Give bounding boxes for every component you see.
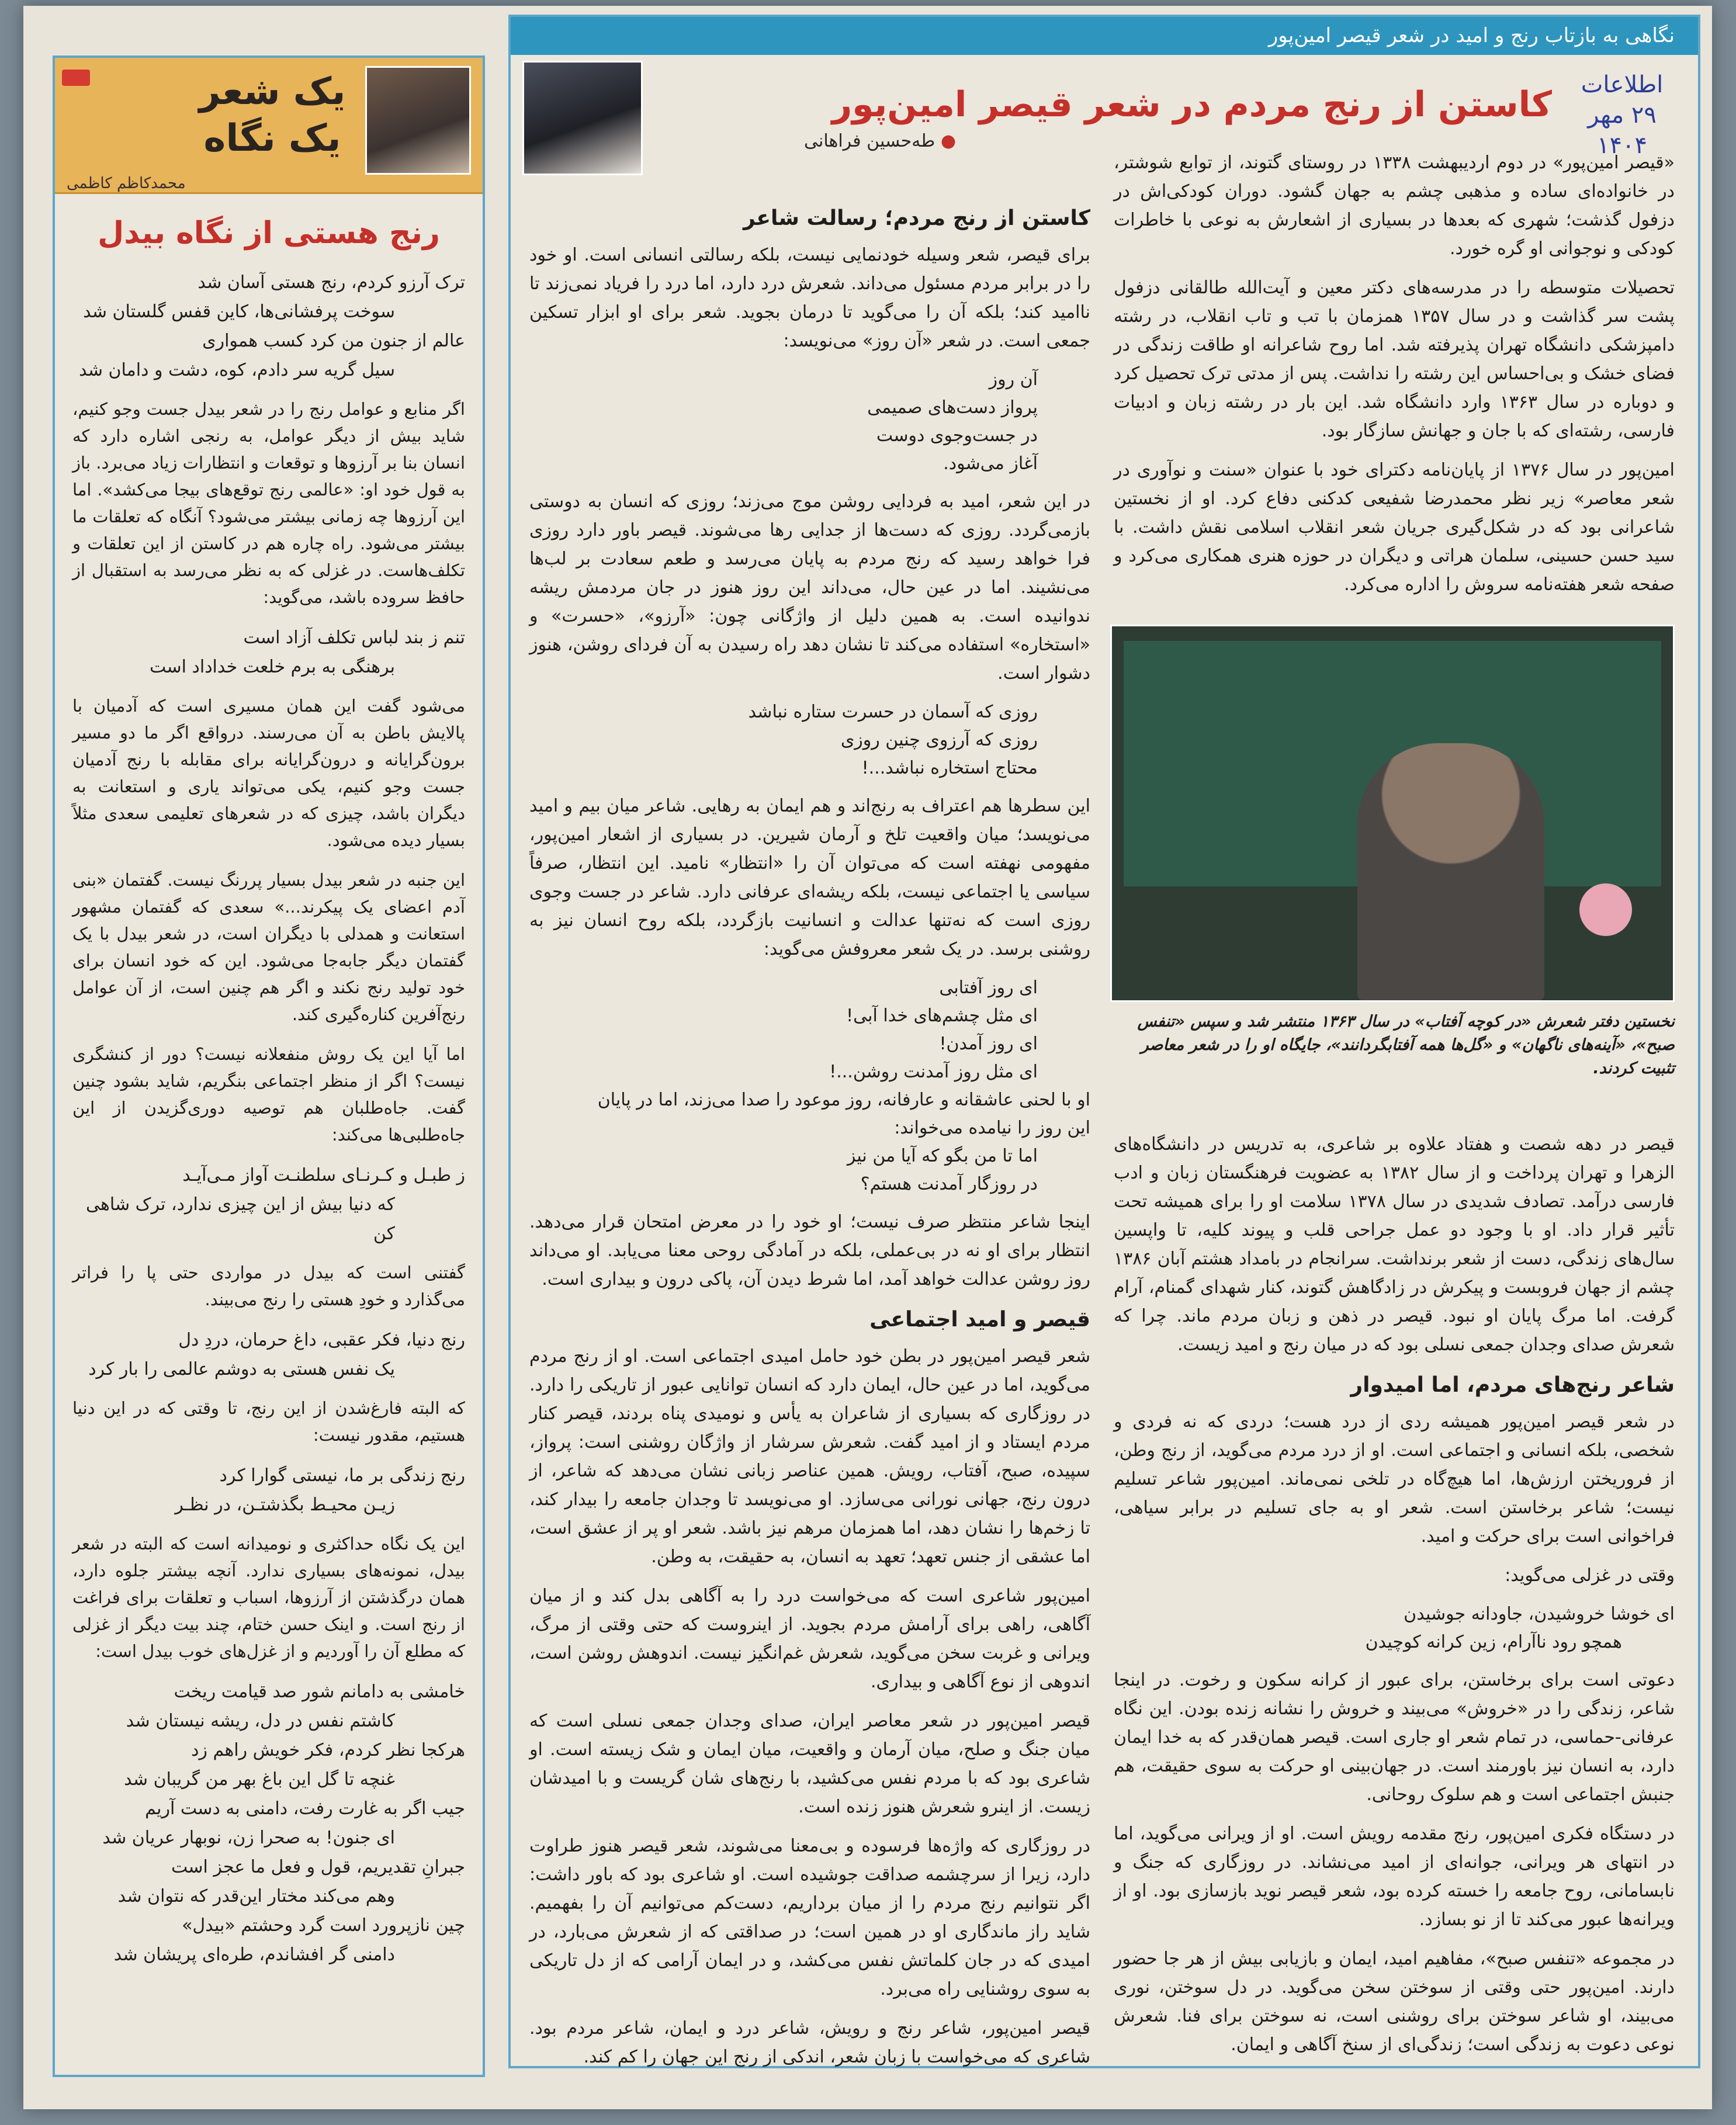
poem-line: کاشتم نفس در دل، ریشه نیستان شد (126, 1711, 395, 1731)
paragraph: وقتی در غزلی می‌گوید: (1505, 1565, 1675, 1586)
poem-1 (72, 268, 465, 385)
poem-line: تنم ز بند لباس تکلف آزاد است (243, 628, 465, 648)
verse (529, 698, 1090, 782)
photo-caption: نخستین دفتر شعرش «در کوچه آفتاب» در سال ۱۳۶۳ منتشر شد و سپس «تنفس صبح»، «آینه‌های ناگهان» و «گل‌ها همه آفتابگردانند»، جایگاه او را در شعر معاصر تثبیت کردند. (1137, 1013, 1675, 1077)
paragraph: اما آیا این یک روش منفعلانه نیست؟ دور از کنشگری نیست؟ اگر از منظر اجتماعی بنگریم، شاید بشود چنین گفت. جاه‌طلبان هم توصیه دوری‌گزیدن از این جاه‌طلبی‌ها می‌کند: (72, 1044, 465, 1145)
verse-line: آغاز می‌شود. (943, 453, 1038, 474)
paragraph: تحصیلات متوسطه را در مدرسه‌های دکتر معین و آیت‌الله طالقانی دزفول پشت سر گذاشت و در سال ۱۳۵۷ همزمان با تب و تاب انقلاب، در رشته دامپزشکی دانشگاه تهران پذیرفته شد. اما روح شاعرانه او طاقت زندگی در فضای خشک و بی‌احساس این رشته را نداشت. پس از مدتی ترک تحصیل کرد و دوباره در سال ۱۳۶۳ وارد دانشگاه شد. این بار در رشته زبان و ادبیات فارسی، رشته‌ای که با جان و جهانش سازگار بود. (1114, 278, 1675, 441)
poem-line: ترک آرزو کردم، رنج هستی آسان شد (197, 272, 465, 293)
flowers (1579, 883, 1632, 936)
poem-4 (72, 1326, 465, 1384)
column-article-title: رنج هستی از نگاه بیدل (98, 216, 440, 251)
subheading: شاعر رنج‌های مردم، اما امیدوار (1350, 1373, 1675, 1397)
column-title-line-1: یک شعر (199, 70, 346, 113)
poem-line: ز طبـل و کـرنـای سلطنـت آواز مـی‌آیـد (182, 1165, 465, 1185)
poem-line: دامنی گر افشاندم، طره‌ای پریشان شد (113, 1944, 395, 1965)
paragraph: در روزگاری که واژه‌ها فرسوده و بی‌معنا می‌شوند، شعر قیصر هنوز طراوت دارد، زیرا از سرچشمه صداقت جوشیده است. او شاعری بود که باور داشت: اگر نتوانیم رنج مردم را از میان برداریم، دست‌کم می‌توانیم آن را بفهمیم. شاید راز ماندگاری او در همین است؛ در صداقتی که از شعرش می‌بارد، در امیدی که در جان کلماتش نفس می‌کشد، و در ایمان آرامی که از دل تاریکی به سوی روشنایی راه می‌برد. (529, 1836, 1090, 1999)
main-article (508, 15, 1700, 2068)
verse-line: ای مثل روز آمدنت روشن...! (829, 1062, 1038, 1082)
paragraph: «قیصر امین‌پور» در دوم اردیبهشت ۱۳۳۸ در روستای گتوند، از توابع شوشتر، در خانواده‌ای ساده و مذهبی چشم به جهان گشود. دوران کودکی‌اش در دزفول گذشت؛ شهری که بعدها در بسیاری از اشعارش به نوعی با خاطرات کودکی و نوجوانی او گره خورد. (1114, 152, 1675, 259)
verse (1114, 1600, 1675, 1656)
paragraph: در مجموعه «تنفس صبح»، مفاهیم امید، ایمان و بازیابی بیش از هر جا حضور دارند. امین‌پور حتی وقتی از سوختن سخن می‌گوید. در دل سوختن، نوری می‌بیند، او شاعر سوختن برای روشنی است، نه سوختن برای فنا. شعرش نوعی دعوت به زندگی است؛ زندگی‌ای از سنخ آگاهی و ایمان. (1114, 1949, 1675, 2055)
verse-line: اما تا من بگو که آیا من نیز (847, 1146, 1038, 1166)
paragraph: در دستگاه فکری امین‌پور، رنج مقدمه رویش است. او از ویرانی می‌گوید، اما در انتهای هر ویرانی، جوانه‌ای از امید می‌نشاند. در روزگاری که جنگ و نابسامانی، روح جامعه را خسته کرده بود، شعر قیصر نوید بازسازی بود. او از ویرانه‌ها عبور می‌کند تا از نو بسازد. (1114, 1824, 1675, 1930)
right-column-bottom (1114, 1130, 1675, 2069)
verse-line: این روز را نیامده می‌خواند: (894, 1118, 1090, 1138)
bullet-icon: ● (935, 131, 956, 151)
poem-line: وهم می‌کند مختار این‌قدر که نتوان شد (117, 1886, 395, 1906)
verse-line: در روزگار آمدنت هستم؟ (860, 1174, 1038, 1194)
verse-line: ای خوشا خروشیدن، جاودانه جوشیدن (1404, 1604, 1675, 1624)
column-author: محمدکاظم کاظمی (67, 175, 186, 192)
poem-line: غنچه تا گل این باغ بهر من گریبان شد (124, 1769, 395, 1790)
subheading: کاستن از رنج مردم؛ رسالت شاعر (743, 206, 1090, 230)
paragraph: در شعر قیصر امین‌پور همیشه ردی از درد هست؛ دردی که نه فردی و شخصی، بلکه انسانی و اجتماعی است. او از درد مردم می‌گوید، از رنج وطن، از فروریختن ارزش‌ها، اما هیچ‌گاه در تلخی نمی‌ماند. امین‌پور شاعر تسلیم نیست؛ شاعر برخاستن است. شعر او به جای تسلیم در برابر سیاهی، فراخوانی است برای حرکت و امید. (1114, 1412, 1675, 1547)
poet-figure (1357, 743, 1544, 1000)
paragraph: برای قیصر، شعر وسیله خودنمایی نیست، بلکه رسالتی انسانی است. او خود را در برابر مردم مسئول می‌داند. شعرش درد دارد، اما درد را فریاد نمی‌زند تا ناامید کند؛ بلکه آن را می‌گوید تا درمان بجوید. شعر برای او ابزار تسکین جمعی است. در شعر «آن روز» می‌نویسد: (529, 245, 1090, 351)
poem-line: رنج دنیا، فکر عقبی، داغ حرمان، دردِ دل (178, 1330, 465, 1350)
paragraph: در این شعر، امید به فردایی روشن موج می‌زند؛ روزی که انسان به دوستی بازمی‌گردد. روزی که دست‌ها از جدایی رها می‌شوند. قیصر باور دارد روزی فرا خواهد رسید که رنج مردم به پایان می‌رسد و طعم سعادت بر لب‌ها می‌نشیند. اما در عین حال، می‌داند این روز هنوز در جان مردمش ریشه ندوانیده است. به همین دلیل از واژگانی چون: «آرزو»، «حسرت» و «استخاره» استفاده می‌کند تا نشان دهد راه رسیدن به آن فردای روشن، هنوز دشوار است. (529, 491, 1090, 684)
left-column (53, 56, 485, 2077)
paragraph: دعوتی است برای برخاستن، برای عبور از کرانه سکون و رخوت. در اینجا شاعر، زندگی را در «خروش» می‌بیند و خروش را نشانه زنده بودن. این نگاه عرفانی-حماسی، در تمام شعر او جاری است. قیصر همان‌قدر که به خدا ایمان دارد، به انسان نیز باورمند است. در جهان‌بینی او حرکت به سوی حقیقت، هم جنبش اجتماعی است و هم سلوک روحانی. (1114, 1670, 1675, 1805)
verse (529, 974, 1090, 1198)
poem-line: سوخت پرفشانی‌ها، کاین قفس گلستان شد (83, 301, 395, 322)
handwritten-note (1561, 70, 1683, 161)
byline-name: طه‌حسین فراهانی (804, 131, 935, 151)
poem-line: چین نازپرورد است گرد وحشتم «بیدل» (182, 1915, 465, 1936)
paragraph: قیصر امین‌پور، شاعر رنج و رویش، شاعر درد و ایمان، شاعر مردم بود. شاعری که می‌خواست با زبان شعر، اندکی از رنج این جهان را کم کند. (529, 2018, 1090, 2067)
poet-photo (1110, 625, 1675, 1002)
paragraph: امین‌پور در سال ۱۳۷۶ از پایان‌نامه دکترای خود با عنوان «سنت و نوآوری در شعر معاصر» زیر نظر محمدرضا شفیعی کدکنی دفاع کرد. او از نخستین شاعرانی بود که در شکل‌گیری جریان شعر انقلاب اسلامی نقش داشت. با سید حسن حسینی، سلمان هراتی و دیگران در حوزه هنری همکاری می‌کرد و صفحه شعر هفته‌نامه سروش را اداره می‌کرد. (1114, 460, 1675, 595)
verse-line: ای مثل چشم‌های خدا آبی! (846, 1006, 1038, 1026)
paragraph: گفتنی است که بیدل در مواردی حتی پا را فراتر می‌گذارد و خودِ هستی را رنج می‌بیند. (72, 1263, 465, 1309)
poem-2 (72, 623, 465, 682)
poem-line: که دنیا بیش از این چیزی ندارد، ترک شاهی کن (86, 1194, 395, 1244)
poem-line: ای جنون! به صحرا زن، نوبهار عریان شد (102, 1828, 395, 1848)
verse-line: او با لحنی عاشقانه و عارفانه، روز موعود را صدا می‌زند، اما در پایان (597, 1090, 1090, 1110)
poem-line: خامشی به دامانم شور صد قیامت ریخت (174, 1682, 465, 1702)
poem-line: هرکجا نظر کردم، فکر خویش راهم زد (191, 1740, 465, 1760)
poem-6 (72, 1677, 465, 1970)
paragraph: قیصر در دهه شصت و هفتاد علاوه بر شاعری، به تدریس در دانشگاه‌های الزهرا و تهران پرداخت و از سال ۱۳۸۲ به عضویت فرهنگستان زبان و ادب فارسی درآمد. تصادف شدیدی در سال ۱۳۷۸ سلامت او را برای همیشه تحت تأثیر قرار داد. او با وجود دو عمل جراحی قلب و پیوند کلیه، تا واپسین سال‌های زندگی، دست از شعر برنداشت. سرانجام در بامداد هشتم آبان ۱۳۸۶ چشم از جهان فروبست و پیکرش در زادگاهش گتوند، کنار شهدای گمنام، آرام گرفت. اما مرگ پایان او نبود. قیصر در ذهن و زبان مردم ماند. چرا که شعرش صدای وجدان جمعی نسلی بود که در میان رنج و امید زیست. (1114, 1134, 1675, 1355)
poem-line: یک نفس هستی به دوشم عالمی را بار کرد (88, 1359, 395, 1379)
poem-line: سیل گریه سر دادم، کوه، دشت و دامان شد (79, 360, 395, 380)
poem-line: عالم از جنون من کرد کسب همواری (202, 331, 465, 351)
author-photo (365, 66, 471, 175)
paragraph: این یک نگاه حداکثری و نومیدانه است که البته در شعر بیدل، نمونه‌های بسیاری ندارد. آنچه بیشتر جلوه دارد، همان درگذشتن از آرزوها، اسباب و تعلقات برای فراغت از رنج است. و اینک حسن ختام، چند بیت دیگر از غزلی که مطلع آن را آوردیم و از غزل‌های خوب بیدل است: (72, 1534, 465, 1661)
poem-line: رنج زندگی بر ما، نیستی گوارا کرد (219, 1465, 465, 1486)
column-title-line-2: یک نگاه (203, 117, 341, 160)
paragraph: می‌شود گفت این همان مسیری است که آدمیان با پالایش باطن به آن می‌رسند. درواقع اگر ما دو مسیر برون‌گرایانه و درون‌گرایانه برای مقابله با رنج آدمیان جست وجو کنیم، یکی می‌تواند یاری و استعانت به دیگران باشد، چیزی که در شعرهای تعلیمی سعدی مثلاً بسیار دیده می‌شود. (72, 696, 465, 850)
right-column-top (1114, 148, 1675, 609)
poem-5 (72, 1461, 465, 1520)
paragraph: شعر قیصر امین‌پور در بطن خود حامل امیدی اجتماعی است. او از رنج مردم می‌گوید، اما در عین حال، ایمان دارد که انسان توانایی عبور از تاریکی را دارد. در روزگاری که بسیاری از شاعران به یأس و نومیدی پناه بردند، قیصر کنار مردم ایستاد و از امید گفت. شعرش سرشار از واژگان روشنی است: پرواز، سپیده، صبح، آفتاب، رویش. همین عناصر زبانی نشان می‌دهد که شاعر، از درون رنج، جهانی نورانی می‌سازد. او می‌نویسد تا وجدان جامعه را بیدار کند، تا زخم‌ها را نشان دهد، اما همزمان مرهم نیز باشد. شعر او پر از عشق است، اما عشقی از جنس تعهد؛ تعهد به انسان، به حقیقت، به وطن. (529, 1346, 1090, 1567)
poem-line: زیـن محیـط بگذشتـن، در نظـر (175, 1495, 395, 1515)
poem-line: جیب اگر به غارت رفت، دامنی به دست آریم (145, 1798, 465, 1819)
verse (529, 366, 1090, 478)
poem-3 (72, 1161, 465, 1249)
handwritten-date: ۲۹ مهر ۱۴۰۴ (1588, 102, 1657, 159)
column-title (185, 68, 360, 162)
paragraph: قیصر امین‌پور در شعر معاصر ایران، صدای وجدان جمعی نسلی است که میان جنگ و صلح، میان آرمان و واقعیت، میان ایمان و شک زیسته است. او شاعری بود که با مردم نفس می‌کشید، با رنج‌های شان گریست و با امیدشان زیست. از اینرو شعرش هنوز زنده است. (529, 1711, 1090, 1817)
verse-line: روزی که آرزوی چنین روزی (840, 730, 1038, 750)
verse-line: پرواز دست‌های صمیمی (867, 397, 1038, 418)
paragraph: اینجا شاعر منتظر صرف نیست؛ او خود را در معرض امتحان قرار می‌دهد. انتظار برای او نه در بی‌عملی، بلکه در آمادگی روحی معنا می‌یابد. او می‌داند روز روشن عدالت خواهد آمد، اما شرط دیدن آن، پاکی درون و بیداری است. (529, 1212, 1090, 1289)
poem-line: برهنگی به برم خلعت خداداد است (150, 657, 395, 677)
column-body (72, 204, 465, 1980)
verse-line: آن روز (989, 369, 1038, 390)
byline (804, 131, 956, 151)
poem-line: جبرانِ تقدیریم، قول و فعل ما عجز است (171, 1857, 465, 1877)
verse-line: محتاج استخاره نباشد...! (861, 758, 1038, 778)
handwritten-source: اطلاعات (1581, 71, 1664, 98)
paragraph: امین‌پور شاعری است که می‌خواست درد را به آگاهی بدل کند و از میان آگاهی، راهی برای آرامش مردم بجوید. از اینروست که حتی وقتی از مرگ، ویرانی و غربت سخن می‌گوید، شعرش غم‌انگیز نیست. اندوهش روشن است، اندوهی از نوع آگاهی و بیداری. (529, 1586, 1090, 1692)
paragraph: این سطرها هم اعتراف به رنج‌اند و هم ایمان به رهایی. شاعر میان بیم و امید می‌نویسد؛ میان واقعیت تلخ و آرمان شیرین. در بسیاری از اشعار امین‌پور، مفهومی نهفته است که می‌توان آن را «انتظار» نامید. این انتظار، صرفاً سیاسی یا اجتماعی نیست، بلکه ریشه‌ای عرفانی دارد. شاعر در جست وجوی روزی است که نه‌تنها عدالت و انسانیت بازگردد، بلکه روح انسان نیز به روشنی برسد. در یک شعر معروفش می‌گوید: (529, 796, 1090, 959)
paragraph: اگر منابع و عوامل رنج را در شعر بیدل جست وجو کنیم، شاید بیش از دیگر عوامل، به رنجی اشاره دارد که انسان بنا بر آرزوها و توقعات و انتظارات زیاد می‌برد. باز به قول خود او: «عالمی رنج توقع‌های بیجا می‌کشد». اما این آرزوها چه زمانی بیشتر می‌شود؟ آنگاه که تعلقات ما بیشتر می‌شود. راه چاره هم در کاستن از این تعلقات و تکلف‌هاست. در غزلی که به نظر می‌رسد به استقبال از حافظ سروده باشد، می‌گوید: (72, 399, 465, 607)
red-badge (62, 70, 90, 86)
middle-column (529, 192, 1090, 2082)
paragraph: که البته فارغ‌شدن از این رنج، تا وقتی که در این دنیا هستیم، مقدور نیست: (72, 1398, 465, 1445)
verse-line: روزی که آسمان در حسرت ستاره نباشد (748, 702, 1038, 722)
writer-photo (522, 61, 643, 175)
verse-line: در جست‌وجوی دوست (876, 425, 1038, 446)
verse-line: ای روز آفتابی (939, 977, 1038, 998)
paragraph: این جنبه در شعر بیدل بسیار پررنگ نیست. گفتمان «بنی آدم اعضای یک پیکرند...» سعدی که گفتمان مشهور استعانت و همدلی با دیگران است، در شعر بیدل با یک گفتمان دیگر جابه‌جا می‌شود. این که خود انسان برای خود تولید رنج نکند و اگر هم چنین است، از آن عوامل رنج‌آفرین کناره‌گیری کند. (72, 870, 465, 1024)
column-header (55, 58, 483, 194)
verse-line: همچو رود ناآرام، زین کرانه کوچیدن (1365, 1632, 1622, 1652)
article-headline: کاستن از رنج مردم در شعر قیصر امین‌پور (831, 84, 1552, 125)
subheading: قیصر و امید اجتماعی (869, 1308, 1090, 1332)
article-kicker: نگاهی به بازتاب رنج و امید در شعر قیصر امین‌پور (511, 17, 1698, 55)
verse-line: ای روز آمدن! (939, 1034, 1038, 1054)
